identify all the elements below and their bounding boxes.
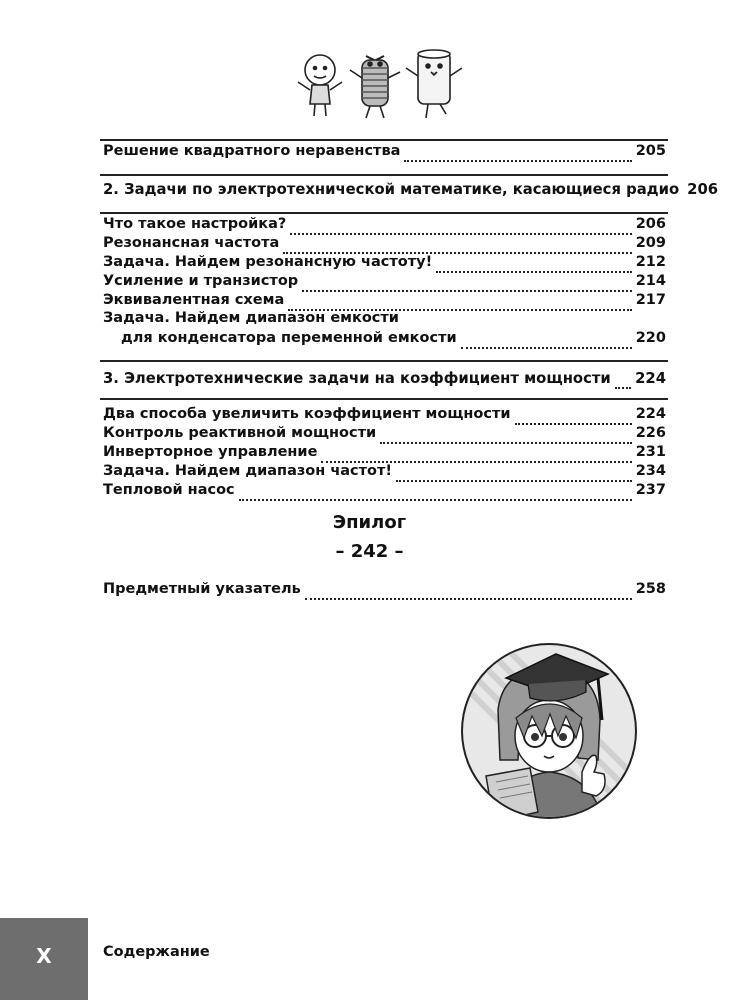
dot-leader: [515, 412, 632, 425]
toc-entry-title: Контроль реактивной мощности: [103, 425, 377, 441]
toc-entry[interactable]: [103, 273, 666, 293]
page-number-tab: [0, 918, 88, 1000]
toc-entry-title: Тепловой насос: [103, 482, 235, 498]
toc-entry-page: 212: [635, 254, 666, 270]
toc-entry-title: Инверторное управление: [103, 444, 318, 460]
toc-entry-page: 205: [635, 143, 666, 159]
divider: [100, 212, 668, 214]
dot-leader: [461, 336, 632, 349]
characters-illustration: [290, 42, 470, 124]
toc-section-page: 206: [687, 181, 719, 198]
toc-entry-title: Эквивалентная схема: [103, 292, 285, 308]
dot-leader: [290, 222, 631, 235]
epilog-heading[interactable]: Эпилог: [332, 512, 407, 533]
toc-entry[interactable]: [103, 292, 666, 312]
toc-entry-page: 234: [635, 463, 666, 479]
toc-entry-title-line2: для конденсатора переменной емкости: [121, 330, 457, 346]
dot-leader: [302, 279, 632, 292]
toc-entry[interactable]: [103, 216, 666, 236]
toc-section-title: 2. Задачи по электротехнической математике, касающиеся радио: [103, 181, 680, 198]
toc-entry-page: 209: [635, 235, 666, 251]
toc-entry-title: Предметный указатель: [103, 581, 301, 597]
dot-leader: [436, 260, 632, 273]
divider: [100, 360, 668, 362]
toc-entry-page: 258: [635, 581, 666, 597]
toc-section[interactable]: [103, 181, 719, 201]
dot-leader: [396, 469, 632, 482]
toc-section[interactable]: [103, 370, 666, 390]
toc-entry-title: Что такое настройка?: [103, 216, 287, 232]
dot-leader: [404, 149, 631, 162]
toc-entry-page: 217: [635, 292, 666, 308]
toc-entry-title: Решение квадратного неравенства: [103, 143, 401, 159]
toc-entry-page: 206: [635, 216, 666, 232]
toc-entry-page: 224: [635, 406, 666, 422]
toc-entry-title: Задача. Найдем резонансную частоту!: [103, 254, 433, 270]
toc-entry-title: Задача. Найдем диапазон частот!: [103, 463, 393, 479]
dot-leader: [288, 298, 631, 311]
toc-entry[interactable]: [103, 235, 666, 255]
toc-entry[interactable]: [103, 143, 666, 163]
toc-entry[interactable]: [103, 463, 666, 483]
dot-leader: [239, 488, 632, 501]
divider: [100, 174, 668, 176]
student-portrait-illustration: [458, 640, 640, 822]
toc-entry[interactable]: [103, 406, 666, 426]
running-footer-title: Содержание: [103, 944, 210, 960]
toc-entry-page: 226: [635, 425, 666, 441]
epilog-page: – 242 –: [335, 541, 404, 562]
dot-leader: [380, 431, 632, 444]
dot-leader: [283, 241, 631, 254]
toc-entry-title: Два способа увеличить коэффициент мощности: [103, 406, 511, 422]
toc-entry-index[interactable]: [103, 581, 666, 601]
toc-entry[interactable]: [103, 254, 666, 274]
toc-section-title: 3. Электротехнические задачи на коэффициент мощности: [103, 370, 611, 387]
toc-section-page: 224: [635, 370, 666, 387]
toc-entry[interactable]: [121, 330, 666, 350]
toc-entry-page: 220: [635, 330, 666, 346]
toc-entry-title: Усиление и транзистор: [103, 273, 299, 289]
toc-entry-title-line1[interactable]: Задача. Найдем диапазон емкости: [103, 310, 399, 326]
dot-leader: [305, 587, 632, 600]
toc-entry-title: Резонансная частота: [103, 235, 280, 251]
page-number: X: [36, 944, 52, 968]
toc-entry-page: 237: [635, 482, 666, 498]
toc-entry-page: 231: [635, 444, 666, 460]
toc-entry[interactable]: [103, 444, 666, 464]
toc-entry[interactable]: [103, 482, 666, 502]
dot-leader: [321, 450, 631, 463]
toc-entry-page: 214: [635, 273, 666, 289]
toc-entry[interactable]: [103, 425, 666, 445]
divider: [100, 139, 668, 141]
dot-leader: [615, 376, 631, 389]
divider: [100, 398, 668, 400]
